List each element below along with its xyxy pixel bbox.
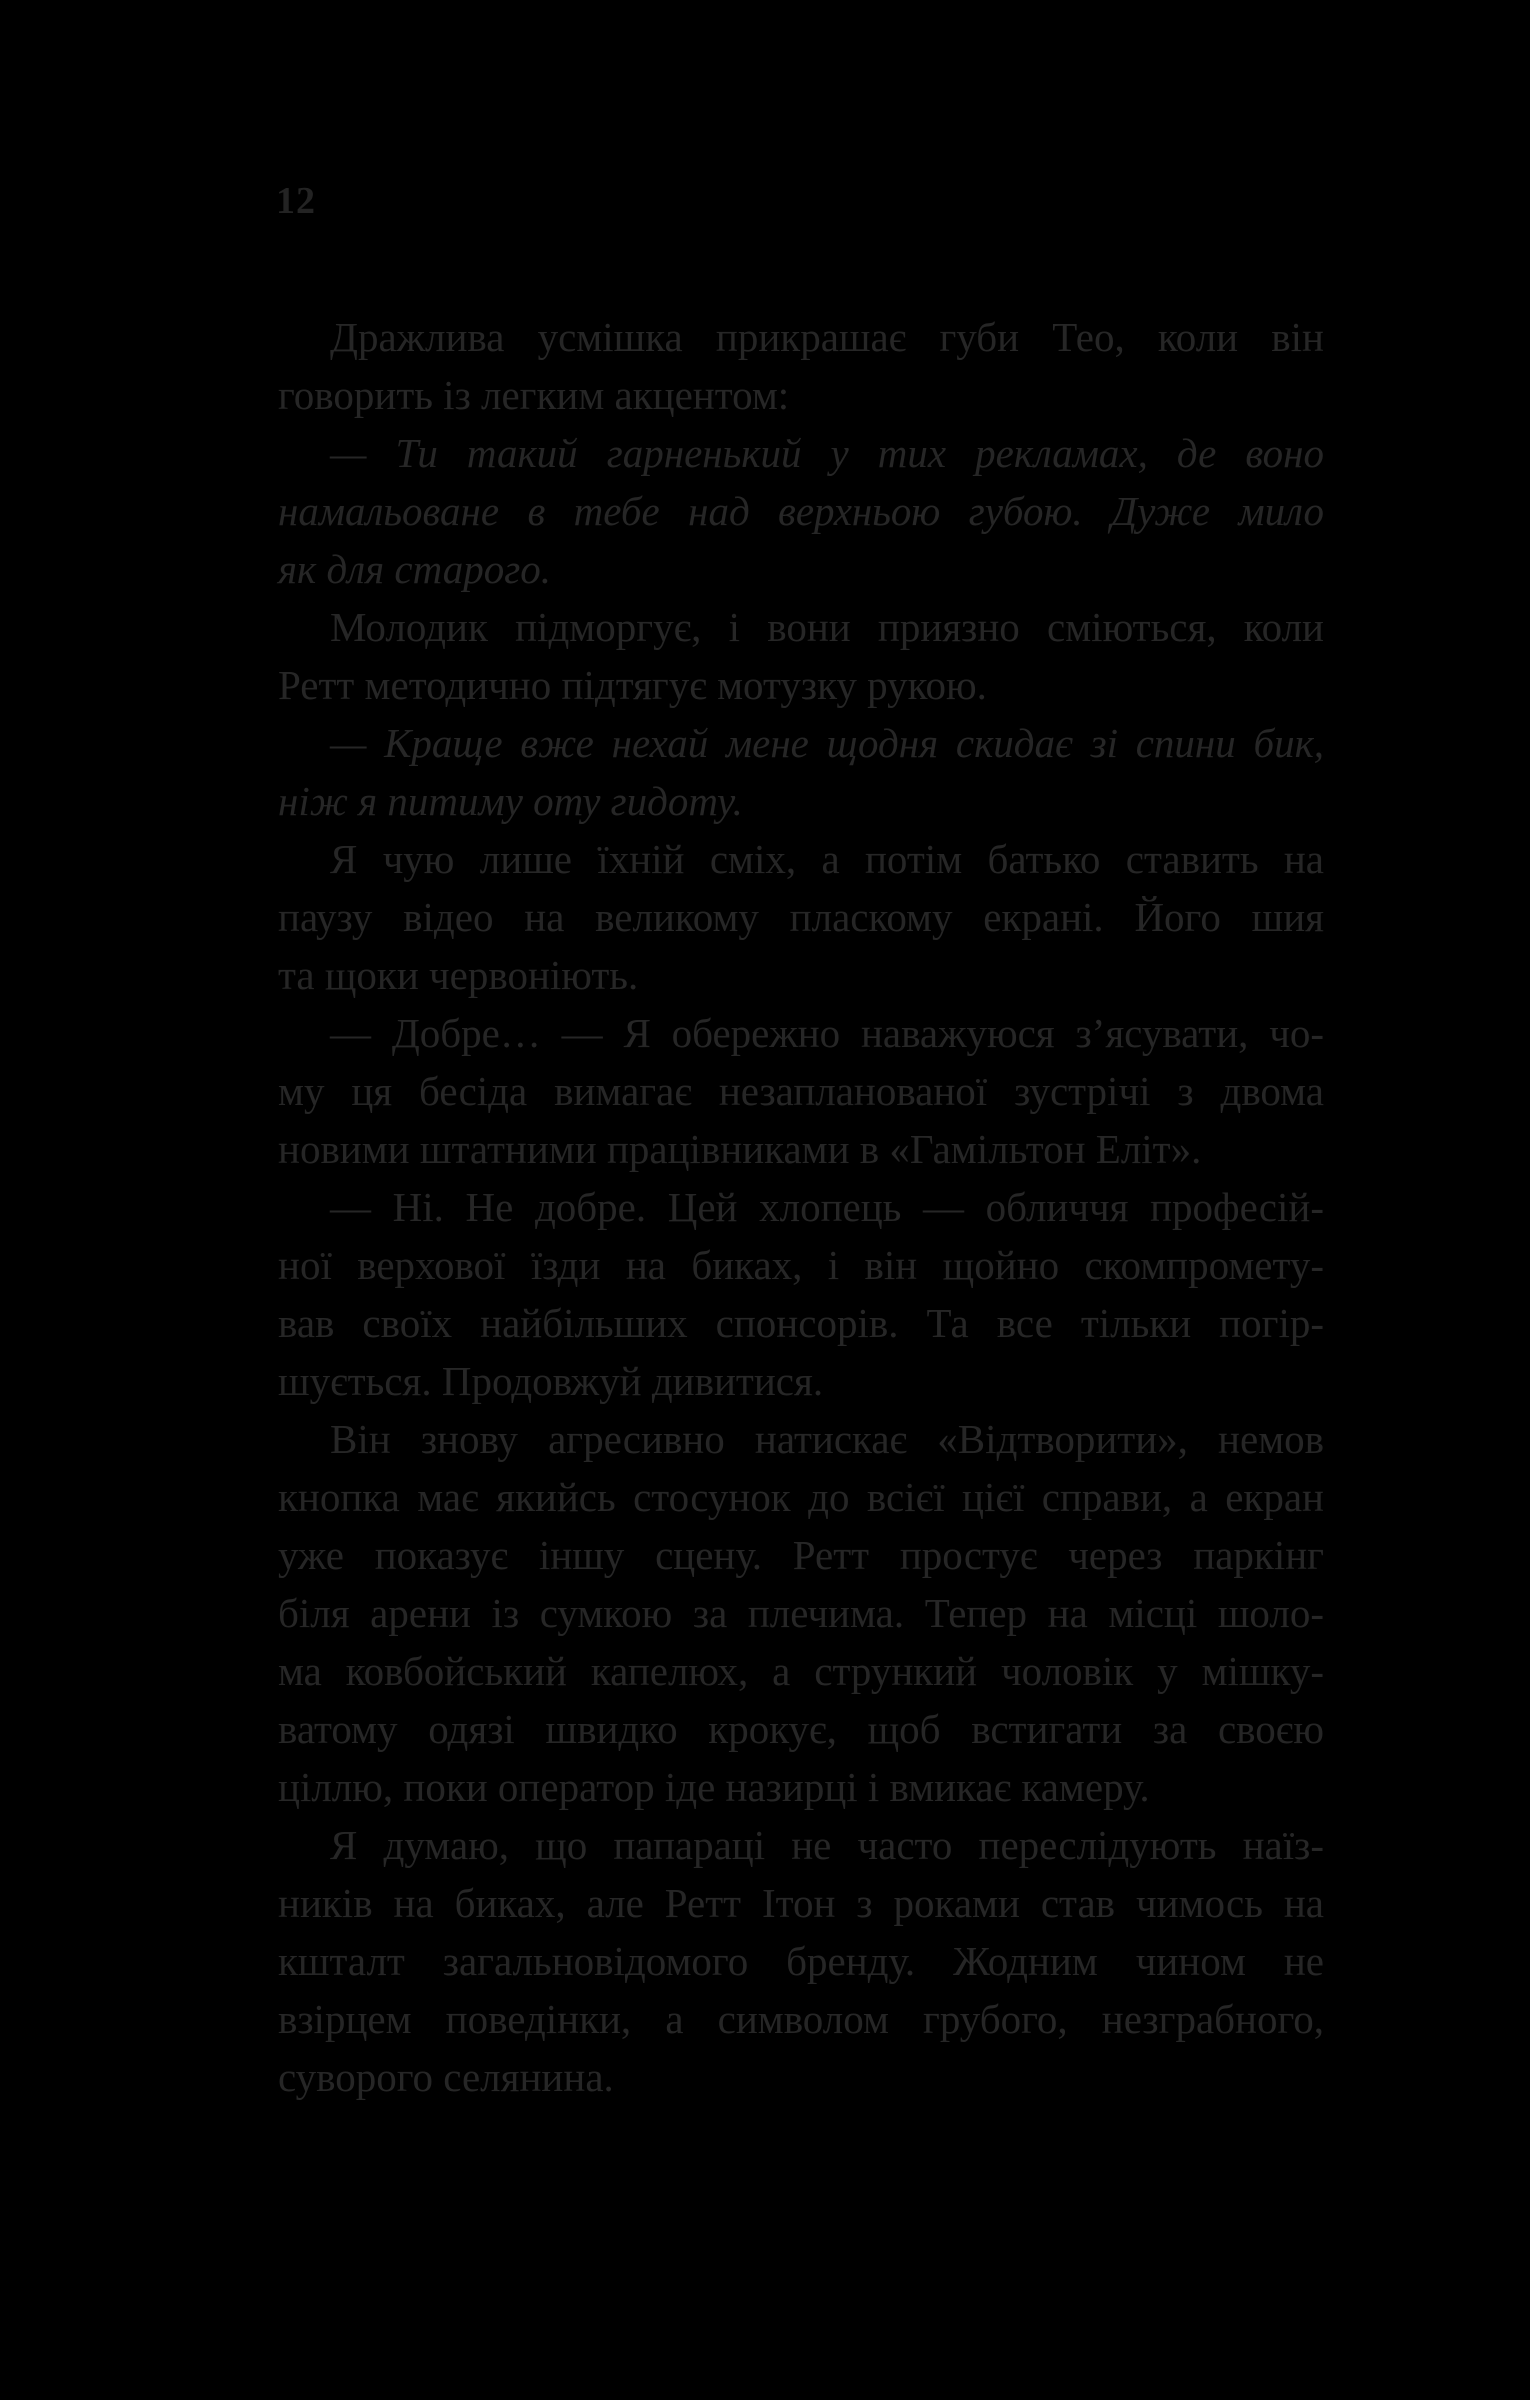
- text-line: ніж я питиму оту гидоту.: [278, 778, 743, 824]
- paragraph: [278, 714, 1324, 830]
- text-line: паузу відео на великому пласкому екрані. Його шия: [278, 894, 1324, 940]
- paragraph: [278, 1410, 1324, 1816]
- text-line: ціллю, поки оператор іде назирці і вмикає камеру.: [278, 1764, 1150, 1810]
- text-line: ма ковбойський капелюх, а стрункий чоловік у мішку-: [278, 1648, 1324, 1694]
- text-line: новими штатними працівниками в «Гамільтон Еліт».: [278, 1126, 1202, 1172]
- text-line: як для старого.: [278, 546, 551, 592]
- text-line: намальоване в тебе над верхньою губою. Дуже мило: [278, 488, 1324, 534]
- text-line: Я чую лише їхній сміх, а потім батько ставить на: [330, 836, 1324, 882]
- text-line: ної верхової їзди на биках, і він щойно скомпромету-: [278, 1242, 1324, 1288]
- text-line: ників на биках, але Ретт Ітон з роками став чимось на: [278, 1880, 1324, 1926]
- text-line: Ретт методично підтягує мотузку рукою.: [278, 662, 987, 708]
- text-line: Молодик підморгує, і вони приязно сміються, коли: [330, 604, 1324, 650]
- paragraph: [278, 424, 1324, 598]
- text-line: біля арени із сумкою за плечима. Тепер на місці шоло-: [278, 1590, 1324, 1636]
- paragraph: [278, 308, 1324, 424]
- text-line: Я думаю, що папараці не часто переслідують наїз-: [330, 1822, 1324, 1868]
- page-text: [278, 308, 1324, 2106]
- text-line: взірцем поведінки, а символом грубого, незграбного,: [278, 1996, 1324, 2042]
- paragraph: [278, 598, 1324, 714]
- text-line: шується. Продовжуй дивитися.: [278, 1358, 824, 1404]
- paragraph: [278, 1816, 1324, 2106]
- text-line: Дражлива усмішка прикрашає губи Тео, коли він: [330, 314, 1324, 360]
- paragraph: [278, 1178, 1324, 1410]
- paragraph: [278, 830, 1324, 1004]
- text-line: вав своїх найбільших спонсорів. Та все тільки погір-: [278, 1300, 1324, 1346]
- text-line: кшталт загальновідомого бренду. Жодним чином не: [278, 1938, 1324, 1984]
- text-line: — Добре… — Я обережно наважуюся з’ясувати, чо-: [330, 1010, 1324, 1056]
- text-line: Він знову агресивно натискає «Відтворити», немов: [330, 1416, 1324, 1462]
- page-number: 12: [276, 180, 316, 222]
- text-line: му ця бесіда вимагає незапланованої зустрічі з двома: [278, 1068, 1324, 1114]
- text-line: — Ні. Не добре. Цей хлопець — обличчя професій-: [330, 1184, 1324, 1230]
- text-line: уже показує іншу сцену. Ретт простує через паркінг: [278, 1532, 1324, 1578]
- text-line: та щоки червоніють.: [278, 952, 639, 998]
- text-line: — Краще вже нехай мене щодня скидає зі спини бик,: [330, 720, 1324, 766]
- text-line: кнопка має якийсь стосунок до всієї цієї справи, а екран: [278, 1474, 1324, 1520]
- paragraph: [278, 1004, 1324, 1178]
- text-line: говорить із легким акцентом:: [278, 372, 790, 418]
- text-line: ватому одязі швидко крокує, щоб встигати за своєю: [278, 1706, 1324, 1752]
- text-line: суворого селянина.: [278, 2054, 614, 2100]
- text-line: — Ти такий гарненький у тих рекламах, де воно: [330, 430, 1324, 476]
